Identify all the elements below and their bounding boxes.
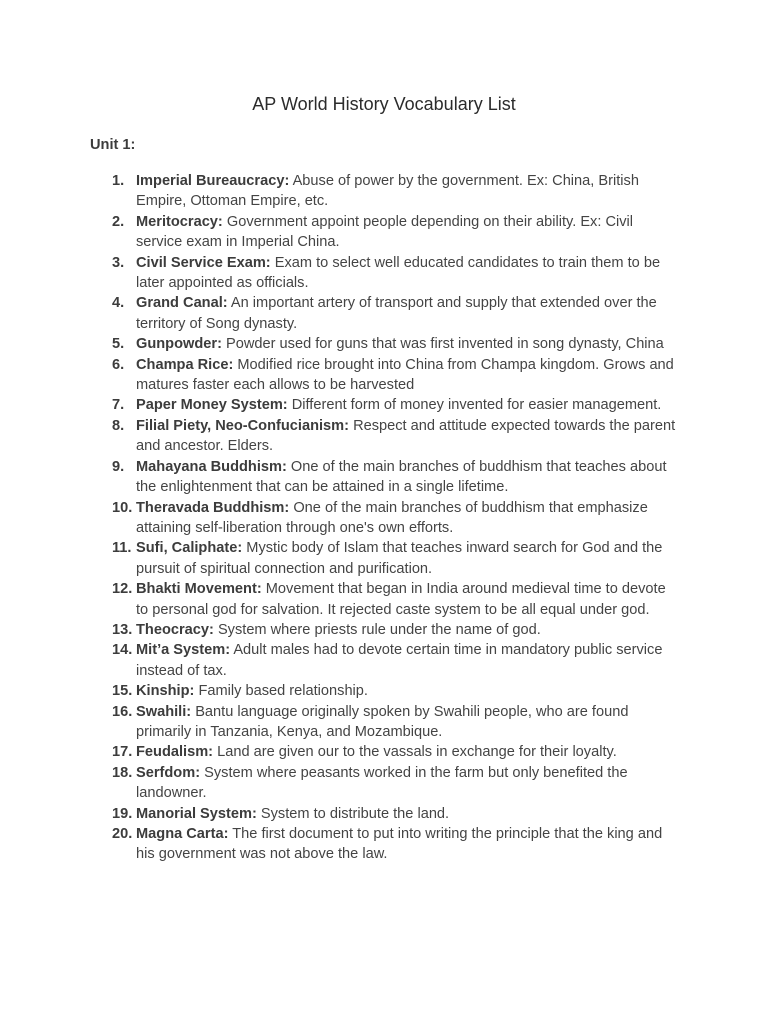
vocab-term: Gunpowder: xyxy=(136,336,222,353)
vocab-term: Magna Carta: xyxy=(136,826,229,842)
item-number: 14. xyxy=(112,642,133,659)
vocab-definition: Mystic body of Islam that teaches inward search for God and the pursuit of spiritual connection and purification. xyxy=(136,540,663,577)
item-number: 9. xyxy=(112,458,125,475)
vocab-term: Champa Rice: xyxy=(136,356,234,373)
vocab-definition: System to distribute the land. xyxy=(260,805,450,822)
vocab-item xyxy=(0,640,768,681)
item-number: 1. xyxy=(112,173,125,189)
item-number: 7. xyxy=(112,397,125,414)
vocab-term: Kinship: xyxy=(136,683,195,700)
vocab-term: Civil Service Exam: xyxy=(136,254,271,271)
vocab-term: Mahayana Buddhism: xyxy=(136,458,287,475)
vocab-term: Feudalism: xyxy=(136,744,214,761)
vocab-item xyxy=(0,681,768,701)
vocab-definition: Different form of money invented for easier management. xyxy=(291,397,662,414)
vocab-item xyxy=(0,763,768,804)
item-number: 2. xyxy=(112,213,125,230)
item-number: 16. xyxy=(112,703,133,720)
item-number: 11. xyxy=(112,540,132,557)
vocab-term: Swahili: xyxy=(136,703,192,720)
vocab-definition: One of the main branches of buddhism that emphasize attaining self-liberation through one's own efforts. xyxy=(136,499,648,536)
vocab-definition: Respect and attitude expected towards the parent and ancestor. Elders. xyxy=(136,417,676,455)
item-number: 8. xyxy=(112,417,125,434)
vocab-item xyxy=(0,579,768,620)
vocab-item xyxy=(0,457,768,498)
vocab-item xyxy=(0,804,768,824)
vocab-term: Meritocracy: xyxy=(136,213,223,230)
vocab-definition: Adult males had to devote certain time in mandatory public service instead of tax. xyxy=(136,642,663,679)
vocab-definition: System where peasants worked in the farm but only benefited the landowner. xyxy=(136,764,628,802)
page-title: AP World History Vocabulary List xyxy=(252,94,516,114)
vocab-definition: Movement that began in India around medieval time to devote to personal god for salvation. It rejected caste system to be all equal under god. xyxy=(136,581,666,618)
vocab-item xyxy=(0,293,768,334)
vocab-definition: Bantu language originally spoken by Swahili people, who are found primarily in Tanzania, Kenya, and Mozambique. xyxy=(136,703,629,740)
item-number: 12. xyxy=(112,581,133,598)
vocab-term: Mit’a System: xyxy=(136,642,231,659)
vocab-list xyxy=(0,171,768,865)
item-number: 4. xyxy=(112,295,125,312)
vocab-item xyxy=(0,538,768,579)
vocab-term: Serfdom: xyxy=(136,764,201,781)
item-number: 3. xyxy=(112,254,125,271)
vocab-term: Imperial Bureaucracy: xyxy=(136,173,290,189)
item-number: 17. xyxy=(112,744,133,761)
vocab-definition: Powder used for guns that was first invented in song dynasty, China xyxy=(226,336,664,353)
vocab-item xyxy=(0,171,768,212)
item-number: 13. xyxy=(112,621,133,638)
vocab-term: Theravada Buddhism: xyxy=(136,499,290,516)
vocab-definition: Modified rice brought into China from Champa kingdom. Grows and matures faster each allows to be harvested xyxy=(136,356,674,394)
vocab-definition: The first document to put into writing the principle that the king and his government was not above the law. xyxy=(136,826,663,863)
vocab-term: Paper Money System: xyxy=(136,397,288,414)
vocab-item xyxy=(0,742,768,762)
vocab-item xyxy=(0,498,768,539)
vocab-item xyxy=(0,416,768,457)
vocab-definition: Family based relationship. xyxy=(198,683,368,700)
vocab-definition: An important artery of transport and supply that extended over the territory of Song dynasty. xyxy=(136,295,657,332)
vocab-term: Bhakti Movement: xyxy=(136,581,262,598)
vocab-term: Sufi, Caliphate: xyxy=(136,540,243,557)
item-number: 10. xyxy=(112,499,133,516)
vocab-term: Theocracy: xyxy=(136,621,214,638)
item-number: 19. xyxy=(112,805,133,822)
vocab-definition: System where priests rule under the name of god. xyxy=(217,621,541,638)
vocab-item xyxy=(0,212,768,253)
item-number: 18. xyxy=(112,764,133,781)
vocab-term: Filial Piety, Neo-Confucianism: xyxy=(136,417,349,434)
vocab-definition: Abuse of power by the government. Ex: China, British Empire, Ottoman Empire, etc. xyxy=(136,173,639,210)
vocab-item xyxy=(0,334,768,354)
vocab-item xyxy=(0,824,768,865)
vocab-item xyxy=(0,355,768,396)
vocab-term: Manorial System: xyxy=(136,805,257,822)
item-number: 15. xyxy=(112,683,133,700)
vocab-definition: One of the main branches of buddhism that teaches about the enlightenment that can be attained in a single lifetime. xyxy=(136,458,667,496)
vocab-item xyxy=(0,253,768,294)
item-number: 6. xyxy=(112,356,125,373)
vocab-item xyxy=(0,395,768,415)
vocab-item xyxy=(0,620,768,640)
vocab-definition: Land are given our to the vassals in exchange for their loyalty. xyxy=(217,744,617,761)
vocab-definition: Government appoint people depending on their ability. Ex: Civil service exam in Imperial China. xyxy=(136,213,634,251)
item-number: 5. xyxy=(112,336,125,353)
vocab-term: Grand Canal: xyxy=(136,295,228,312)
vocab-definition: Exam to select well educated candidates to train them to be later appointed as officials. xyxy=(136,254,661,292)
vocab-item xyxy=(0,702,768,743)
item-number: 20. xyxy=(112,826,133,842)
unit-heading: Unit 1: xyxy=(90,137,136,153)
